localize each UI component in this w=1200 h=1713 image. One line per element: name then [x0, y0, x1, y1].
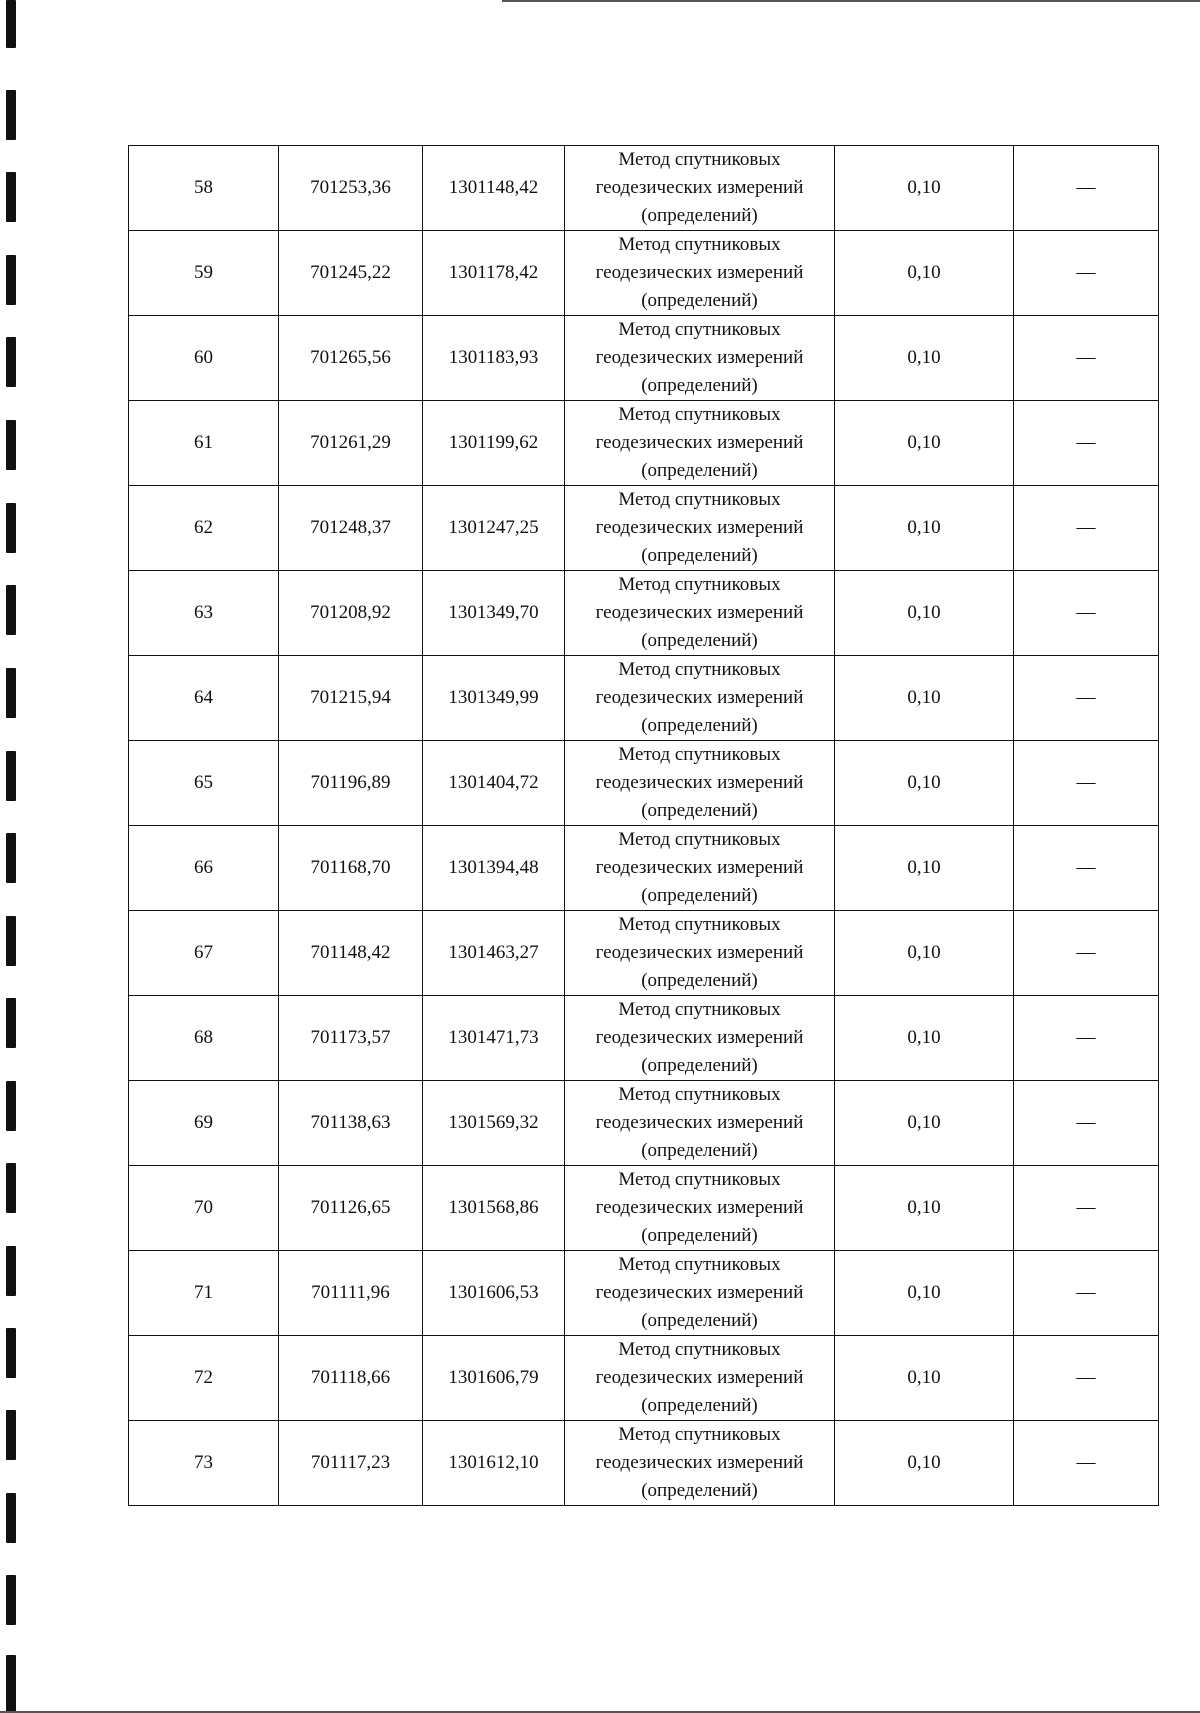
method-cell [565, 1336, 835, 1421]
binder-mark [6, 0, 16, 48]
accuracy-cell: 0,10 [835, 486, 1014, 571]
method-text-line: (определений) [641, 290, 758, 311]
binder-mark [6, 916, 16, 966]
binder-mark [6, 1575, 16, 1625]
extra-cell [1014, 741, 1159, 826]
x-coordinate-cell: 701265,56 [279, 316, 423, 401]
method-text-line: геодезических измерений [595, 432, 804, 453]
accuracy-cell: 0,10 [835, 996, 1014, 1081]
method-text-line: Метод спутниковых [618, 659, 781, 680]
method-text-line: (определений) [641, 205, 758, 226]
method-text-line: (определений) [641, 1395, 758, 1416]
dash-mark: — [1076, 517, 1096, 538]
accuracy-cell: 0,10 [835, 146, 1014, 231]
accuracy-cell: 0,10 [835, 401, 1014, 486]
dash-mark: — [1076, 347, 1096, 368]
binder-mark [6, 668, 16, 718]
method-text-line: (определений) [641, 460, 758, 481]
extra-cell [1014, 826, 1159, 911]
method-cell [565, 996, 835, 1081]
method-text-line: геодезических измерений [595, 1452, 804, 1473]
y-coordinate-cell: 1301404,72 [423, 741, 565, 826]
method-text-line: геодезических измерений [595, 1282, 804, 1303]
method-text-line: Метод спутниковых [618, 1084, 781, 1105]
accuracy-cell: 0,10 [835, 911, 1014, 996]
method-cell [565, 826, 835, 911]
table-row [129, 231, 1159, 316]
method-cell [565, 1166, 835, 1251]
method-cell [565, 1421, 835, 1506]
method-text-line: (определений) [641, 885, 758, 906]
point-number-cell: 61 [129, 401, 279, 486]
method-text-line: Метод спутниковых [618, 319, 781, 340]
dash-mark: — [1076, 1452, 1096, 1473]
x-coordinate-cell: 701215,94 [279, 656, 423, 741]
point-number-cell: 65 [129, 741, 279, 826]
extra-cell [1014, 1251, 1159, 1336]
method-text-line: геодезических измерений [595, 857, 804, 878]
extra-cell [1014, 656, 1159, 741]
method-text-line: Метод спутниковых [618, 404, 781, 425]
method-cell [565, 146, 835, 231]
method-cell [565, 741, 835, 826]
binder-mark [6, 1655, 16, 1713]
extra-cell [1014, 146, 1159, 231]
binder-mark [6, 1410, 16, 1460]
method-cell [565, 571, 835, 656]
binder-mark [6, 172, 16, 222]
dash-mark: — [1076, 262, 1096, 283]
extra-cell [1014, 911, 1159, 996]
method-text-line: Метод спутниковых [618, 489, 781, 510]
method-text-line: (определений) [641, 800, 758, 821]
table-row [129, 316, 1159, 401]
accuracy-cell: 0,10 [835, 231, 1014, 316]
method-text-line: Метод спутниковых [618, 1169, 781, 1190]
binder-mark [6, 1493, 16, 1543]
x-coordinate-cell: 701208,92 [279, 571, 423, 656]
accuracy-cell: 0,10 [835, 1421, 1014, 1506]
binder-mark [6, 998, 16, 1048]
point-number-cell: 63 [129, 571, 279, 656]
method-text-line: геодезических измерений [595, 942, 804, 963]
y-coordinate-cell: 1301349,70 [423, 571, 565, 656]
method-text-line: (определений) [641, 1140, 758, 1161]
binder-mark [6, 255, 16, 305]
extra-cell [1014, 231, 1159, 316]
binder-mark [6, 585, 16, 635]
dash-mark: — [1076, 857, 1096, 878]
y-coordinate-cell: 1301183,93 [423, 316, 565, 401]
method-text-line: (определений) [641, 1310, 758, 1331]
table-row [129, 656, 1159, 741]
y-coordinate-cell: 1301471,73 [423, 996, 565, 1081]
x-coordinate-cell: 701253,36 [279, 146, 423, 231]
method-text-line: геодезических измерений [595, 772, 804, 793]
method-cell [565, 316, 835, 401]
x-coordinate-cell: 701111,96 [279, 1251, 423, 1336]
x-coordinate-cell: 701173,57 [279, 996, 423, 1081]
method-text-line: (определений) [641, 970, 758, 991]
y-coordinate-cell: 1301199,62 [423, 401, 565, 486]
accuracy-cell: 0,10 [835, 571, 1014, 656]
coordinates-table [128, 145, 1159, 1506]
point-number-cell: 62 [129, 486, 279, 571]
method-cell [565, 911, 835, 996]
accuracy-cell: 0,10 [835, 1081, 1014, 1166]
method-text-line: (определений) [641, 1055, 758, 1076]
accuracy-cell: 0,10 [835, 1251, 1014, 1336]
method-text-line: Метод спутниковых [618, 829, 781, 850]
point-number-cell: 73 [129, 1421, 279, 1506]
extra-cell [1014, 1336, 1159, 1421]
dash-mark: — [1076, 1197, 1096, 1218]
extra-cell [1014, 571, 1159, 656]
accuracy-cell: 0,10 [835, 1336, 1014, 1421]
method-text-line: геодезических измерений [595, 177, 804, 198]
dash-mark: — [1076, 602, 1096, 623]
table-row [129, 401, 1159, 486]
binder-mark [6, 1081, 16, 1131]
x-coordinate-cell: 701248,37 [279, 486, 423, 571]
x-coordinate-cell: 701138,63 [279, 1081, 423, 1166]
y-coordinate-cell: 1301463,27 [423, 911, 565, 996]
y-coordinate-cell: 1301394,48 [423, 826, 565, 911]
method-text-line: (определений) [641, 375, 758, 396]
method-text-line: Метод спутниковых [618, 1339, 781, 1360]
point-number-cell: 59 [129, 231, 279, 316]
x-coordinate-cell: 701261,29 [279, 401, 423, 486]
coordinates-table-body [129, 146, 1159, 1506]
binder-mark [6, 833, 16, 883]
method-text-line: геодезических измерений [595, 602, 804, 623]
table-row [129, 486, 1159, 571]
binder-holes-strip [0, 0, 20, 1713]
extra-cell [1014, 316, 1159, 401]
table-row [129, 1166, 1159, 1251]
x-coordinate-cell: 701196,89 [279, 741, 423, 826]
binder-mark [6, 751, 16, 801]
method-text-line: (определений) [641, 630, 758, 651]
accuracy-cell: 0,10 [835, 656, 1014, 741]
x-coordinate-cell: 701168,70 [279, 826, 423, 911]
point-number-cell: 72 [129, 1336, 279, 1421]
x-coordinate-cell: 701118,66 [279, 1336, 423, 1421]
method-text-line: геодезических измерений [595, 1197, 804, 1218]
binder-mark [6, 420, 16, 470]
binder-mark [6, 1246, 16, 1296]
point-number-cell: 67 [129, 911, 279, 996]
accuracy-cell: 0,10 [835, 1166, 1014, 1251]
table-row [129, 996, 1159, 1081]
method-text-line: геодезических измерений [595, 262, 804, 283]
point-number-cell: 69 [129, 1081, 279, 1166]
extra-cell [1014, 1166, 1159, 1251]
extra-cell [1014, 1421, 1159, 1506]
point-number-cell: 68 [129, 996, 279, 1081]
dash-mark: — [1076, 432, 1096, 453]
extra-cell [1014, 486, 1159, 571]
table-row [129, 571, 1159, 656]
extra-cell [1014, 996, 1159, 1081]
method-text-line: Метод спутниковых [618, 1254, 781, 1275]
point-number-cell: 60 [129, 316, 279, 401]
dash-mark: — [1076, 1027, 1096, 1048]
method-cell [565, 486, 835, 571]
method-text-line: геодезических измерений [595, 1112, 804, 1133]
method-text-line: Метод спутниковых [618, 744, 781, 765]
point-number-cell: 66 [129, 826, 279, 911]
top-edge-rule [502, 0, 1200, 2]
x-coordinate-cell: 701245,22 [279, 231, 423, 316]
y-coordinate-cell: 1301247,25 [423, 486, 565, 571]
method-text-line: Метод спутниковых [618, 914, 781, 935]
y-coordinate-cell: 1301178,42 [423, 231, 565, 316]
method-cell [565, 1251, 835, 1336]
y-coordinate-cell: 1301148,42 [423, 146, 565, 231]
method-text-line: геодезических измерений [595, 347, 804, 368]
method-cell [565, 656, 835, 741]
y-coordinate-cell: 1301606,79 [423, 1336, 565, 1421]
method-text-line: (определений) [641, 1225, 758, 1246]
y-coordinate-cell: 1301612,10 [423, 1421, 565, 1506]
table-row [129, 911, 1159, 996]
point-number-cell: 58 [129, 146, 279, 231]
method-text-line: (определений) [641, 1480, 758, 1501]
extra-cell [1014, 401, 1159, 486]
extra-cell [1014, 1081, 1159, 1166]
table-row [129, 1081, 1159, 1166]
table-row [129, 741, 1159, 826]
method-text-line: Метод спутниковых [618, 234, 781, 255]
accuracy-cell: 0,10 [835, 826, 1014, 911]
table-row [129, 1336, 1159, 1421]
method-text-line: Метод спутниковых [618, 999, 781, 1020]
method-cell [565, 401, 835, 486]
method-cell [565, 1081, 835, 1166]
method-text-line: геодезических измерений [595, 687, 804, 708]
binder-mark [6, 90, 16, 140]
accuracy-cell: 0,10 [835, 316, 1014, 401]
y-coordinate-cell: 1301606,53 [423, 1251, 565, 1336]
table-row [129, 1421, 1159, 1506]
y-coordinate-cell: 1301569,32 [423, 1081, 565, 1166]
accuracy-cell: 0,10 [835, 741, 1014, 826]
point-number-cell: 64 [129, 656, 279, 741]
table-row [129, 1251, 1159, 1336]
point-number-cell: 71 [129, 1251, 279, 1336]
y-coordinate-cell: 1301568,86 [423, 1166, 565, 1251]
method-text-line: Метод спутниковых [618, 1424, 781, 1445]
method-text-line: геодезических измерений [595, 1027, 804, 1048]
method-text-line: геодезических измерений [595, 1367, 804, 1388]
dash-mark: — [1076, 177, 1096, 198]
y-coordinate-cell: 1301349,99 [423, 656, 565, 741]
table-row [129, 146, 1159, 231]
dash-mark: — [1076, 1367, 1096, 1388]
dash-mark: — [1076, 772, 1096, 793]
method-text-line: Метод спутниковых [618, 149, 781, 170]
method-cell [565, 231, 835, 316]
dash-mark: — [1076, 1112, 1096, 1133]
binder-mark [6, 337, 16, 387]
method-text-line: геодезических измерений [595, 517, 804, 538]
x-coordinate-cell: 701148,42 [279, 911, 423, 996]
table-row [129, 826, 1159, 911]
dash-mark: — [1076, 1282, 1096, 1303]
x-coordinate-cell: 701117,23 [279, 1421, 423, 1506]
x-coordinate-cell: 701126,65 [279, 1166, 423, 1251]
binder-mark [6, 1163, 16, 1213]
method-text-line: (определений) [641, 545, 758, 566]
dash-mark: — [1076, 942, 1096, 963]
method-text-line: (определений) [641, 715, 758, 736]
method-text-line: Метод спутниковых [618, 574, 781, 595]
point-number-cell: 70 [129, 1166, 279, 1251]
binder-mark [6, 1328, 16, 1378]
dash-mark: — [1076, 687, 1096, 708]
binder-mark [6, 503, 16, 553]
